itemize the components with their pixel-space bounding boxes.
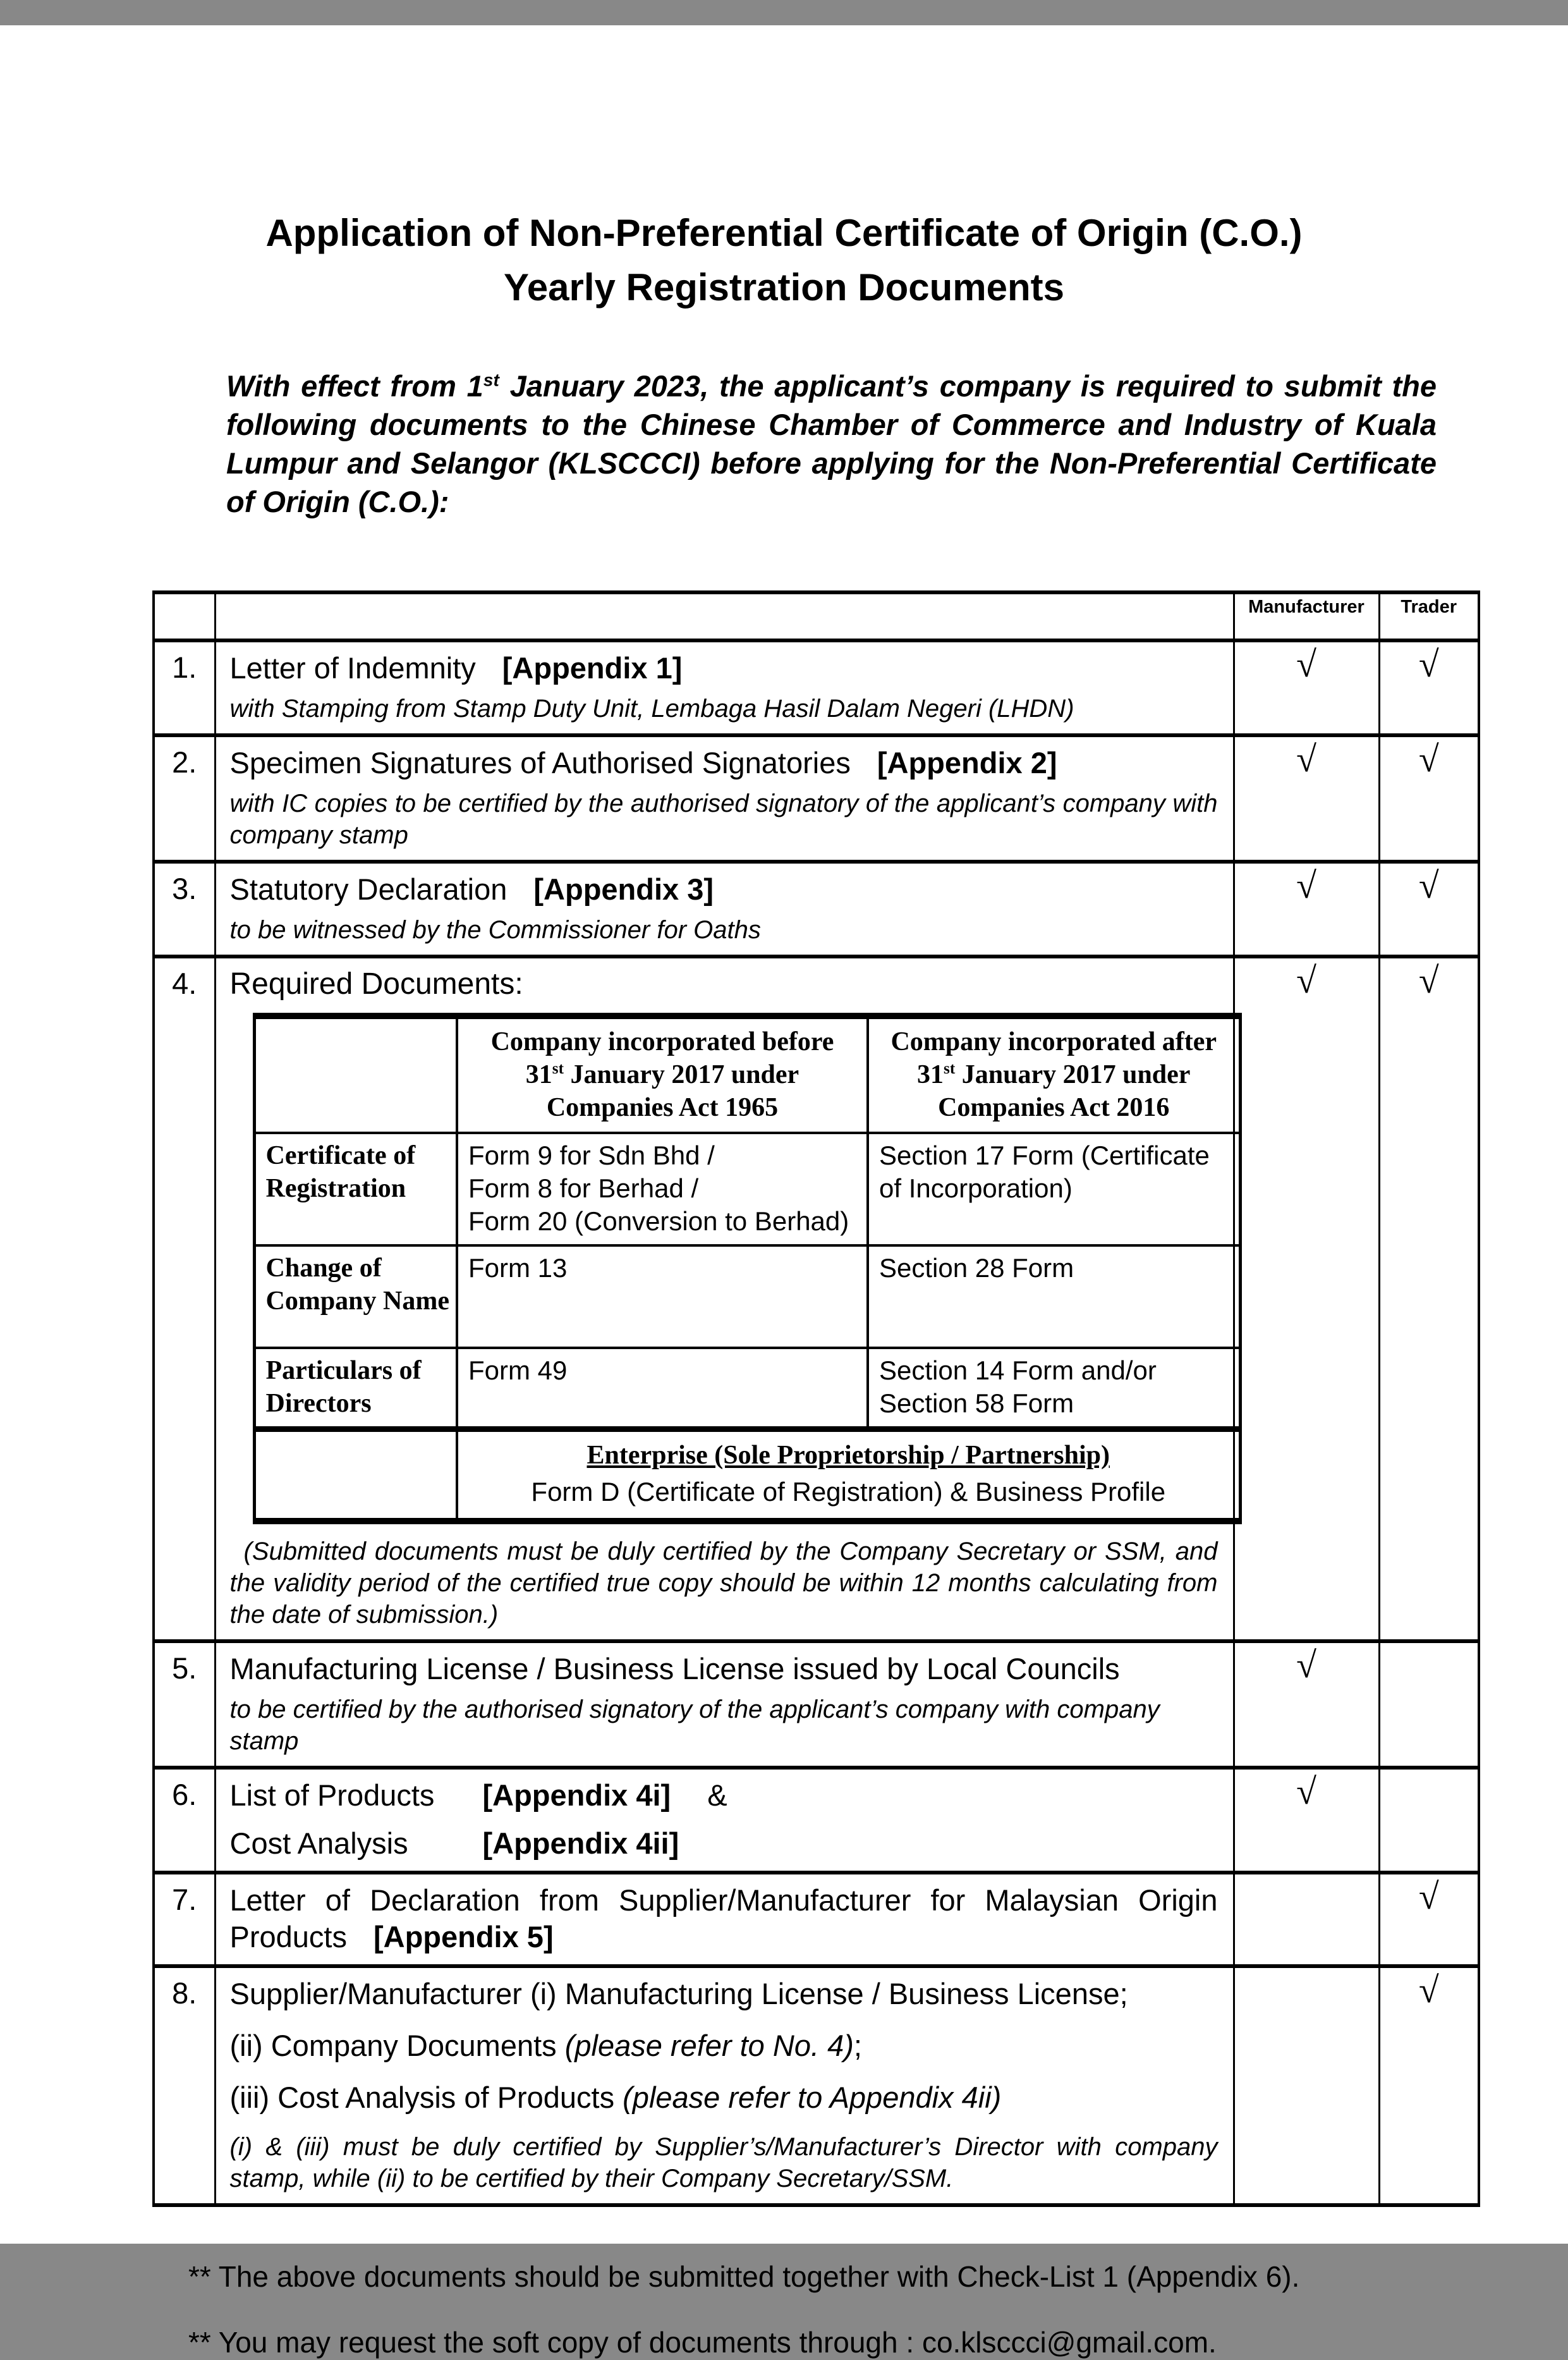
row6-ampersand: & (707, 1778, 727, 1813)
row6-manufacturer-check: √ (1296, 1771, 1316, 1813)
row4-trader-check: √ (1418, 960, 1439, 1001)
row3-trader-check: √ (1418, 865, 1439, 907)
inner-row-particulars-of-directors (254, 1348, 1240, 1429)
inner-header-after-line2 (874, 1058, 1234, 1091)
certificate-before-line3: Form 20 (Conversion to Berhad) (468, 1206, 849, 1237)
row6-line2-title: Cost Analysis (229, 1826, 408, 1861)
change-after-value: Section 28 Form (868, 1245, 1240, 1348)
page-title-line1: Application of Non-Preferential Certificate of Origin (C.O.) (265, 212, 1303, 255)
row8-line3 (230, 2079, 1218, 2116)
footer-note-1: ** The above documents should be submitted together with Check-List 1 (Appendix 6). (188, 2260, 1300, 2294)
row4-number: 4. (154, 957, 215, 1641)
inner-header-after-line3: Companies Act 2016 (938, 1093, 1170, 1123)
page-title (0, 25, 1568, 315)
intro-superscript-st: st (483, 369, 499, 390)
row6-line2 (230, 1825, 1218, 1862)
table-row-2 (154, 735, 1479, 862)
inner-header-before-line1: Company incorporated before (490, 1027, 834, 1057)
row4-trader-cell (1379, 957, 1479, 1641)
column-header-trader: Trader (1379, 592, 1479, 640)
row8-trader-check: √ (1418, 1969, 1439, 2011)
enterprise-empty-cell (254, 1429, 457, 1522)
row1-manufacturer-cell (1234, 640, 1379, 735)
row3-manufacturer-check: √ (1296, 865, 1316, 907)
row1-trader-cell (1379, 640, 1479, 735)
inner-row-enterprise (254, 1429, 1240, 1522)
inner-header-before-date: 31 (525, 1060, 552, 1090)
certificate-before-line2: Form 8 for Berhad / (468, 1173, 699, 1204)
inner-row-certificate (254, 1133, 1240, 1245)
inner-header-before-date-rest: January 2017 under (563, 1060, 799, 1090)
change-of-company-name-label: Change of Company Name (254, 1245, 457, 1348)
row7-description-cell (215, 1873, 1234, 1966)
row5-trader-cell (1379, 1641, 1479, 1768)
row2-appendix-ref: [Appendix 2] (877, 746, 1057, 780)
row2-trader-cell (1379, 735, 1479, 862)
row5-description-cell (215, 1641, 1234, 1768)
row5-note: to be certified by the authorised signatory of the applicant’s company with company stamp (229, 1696, 1160, 1756)
row4-manufacturer-cell (1234, 957, 1379, 1641)
documents-table (152, 590, 1480, 2207)
row1-description-cell (215, 640, 1234, 735)
row6-line1 (230, 1777, 1218, 1814)
row5-manufacturer-check: √ (1296, 1644, 1316, 1686)
certificate-after-value: Section 17 Form (Certificate of Incorporation) (868, 1133, 1240, 1245)
row7-trader-check: √ (1418, 1876, 1439, 1917)
row8-line1: Supplier/Manufacturer (i) Manufacturing License / Business License; (229, 1977, 1128, 2011)
certificate-before-value (457, 1133, 868, 1245)
inner-header-row (254, 1016, 1240, 1133)
inner-header-before-line3: Companies Act 1965 (546, 1093, 779, 1123)
required-documents-table (253, 1013, 1242, 1524)
enterprise-title: Enterprise (Sole Proprietorship / Partnership) (586, 1441, 1110, 1470)
row7-title-line (230, 1882, 1218, 1955)
row1-appendix-ref: [Appendix 1] (502, 651, 683, 685)
intro-paragraph (226, 367, 1437, 521)
table-row-3 (154, 862, 1479, 957)
directors-after-value: Section 14 Form and/or Section 58 Form (868, 1348, 1240, 1429)
row8-line3-refer: (please refer to Appendix 4ii) (623, 2081, 1002, 2115)
row6-number: 6. (154, 1768, 215, 1873)
change-before-value: Form 13 (457, 1245, 868, 1348)
certificate-of-registration-label: Certificate of Registration (254, 1133, 457, 1245)
row7-manufacturer-cell (1234, 1873, 1379, 1966)
inner-header-before-2017 (457, 1016, 868, 1133)
row2-note: with IC copies to be certified by the authorised signatory of the applicant’s company with company stamp (229, 790, 1218, 850)
row1-manufacturer-check: √ (1296, 644, 1316, 685)
row8-note: (i) & (iii) must be duly certified by Supplier’s/Manufacturer’s Director with company stamp, while (ii) to be certified by their Company Secretary/SSM. (229, 2133, 1218, 2193)
row2-manufacturer-check: √ (1296, 738, 1316, 780)
row2-description-cell (215, 735, 1234, 862)
table-row-1 (154, 640, 1479, 735)
row3-description-cell (215, 862, 1234, 957)
table-row-5 (154, 1641, 1479, 1768)
row1-title-line (230, 650, 1218, 687)
header-empty-number-cell (154, 592, 215, 640)
row4-description-cell (215, 957, 1234, 1641)
row3-note: to be witnessed by the Commissioner for Oaths (229, 916, 761, 945)
row2-trader-check: √ (1418, 738, 1439, 780)
row3-title-line (230, 871, 1218, 908)
table-row-4 (154, 957, 1479, 1641)
row5-number: 5. (154, 1641, 215, 1768)
row8-description-cell (215, 1966, 1234, 2205)
intro-text-start: With effect from 1 (226, 369, 483, 403)
intro-text-rest: January 2023, the applicant’s company is required to submit the following documents to the Chinese Chamber of Commerce and Industry of Kuala Lumpur and Selangor (KLSCCCI) before applying for the Non-Preferential Certificate of Origin (C.O.): (226, 369, 1437, 519)
row6-line1-title: List of Products (229, 1778, 435, 1813)
row8-number: 8. (154, 1966, 215, 2205)
row8-manufacturer-cell (1234, 1966, 1379, 2205)
row1-trader-check: √ (1418, 644, 1439, 685)
column-header-manufacturer: Manufacturer (1234, 592, 1379, 640)
row6-line1-appendix-ref: [Appendix 4i] (482, 1778, 671, 1813)
row8-line2-end: ; (853, 2029, 862, 2063)
row6-description-cell (215, 1768, 1234, 1873)
row6-manufacturer-cell (1234, 1768, 1379, 1873)
row2-number: 2. (154, 735, 215, 862)
enterprise-subtitle: Form D (Certificate of Registration) & Business Profile (531, 1477, 1166, 1507)
document-page (0, 25, 1568, 2359)
inner-header-before-line2 (463, 1058, 861, 1091)
row8-trader-cell (1379, 1966, 1479, 2205)
row4-note: (Submitted documents must be duly certified by the Company Secretary or SSM, and the validity period of the certified true copy should be within 12 months calculating from the date of submission.) (229, 1538, 1218, 1629)
inner-header-after-date-rest: January 2017 under (955, 1060, 1191, 1090)
inner-header-before-sup: st (552, 1060, 564, 1078)
inner-header-after-2017 (868, 1016, 1240, 1133)
inner-header-after-sup: st (944, 1060, 956, 1078)
inner-header-after-date: 31 (917, 1060, 944, 1090)
row2-title: Specimen Signatures of Authorised Signatories (229, 746, 851, 780)
table-row-7 (154, 1873, 1479, 1966)
row8-line2 (230, 2027, 1218, 2064)
certificate-before-line1: Form 9 for Sdn Bhd / (468, 1140, 715, 1171)
row6-trader-cell (1379, 1768, 1479, 1873)
row2-title-line (230, 745, 1218, 781)
row6-line2-appendix-ref: [Appendix 4ii] (482, 1826, 679, 1861)
table-row-6 (154, 1768, 1479, 1873)
particulars-of-directors-label: Particulars of Directors (254, 1348, 457, 1429)
row3-appendix-ref: [Appendix 3] (533, 872, 714, 907)
row7-appendix-ref: [Appendix 5] (373, 1920, 554, 1954)
directors-before-value: Form 49 (457, 1348, 868, 1429)
row8-line2-refer: (please refer to No. 4) (564, 2029, 854, 2063)
row5-manufacturer-cell (1234, 1641, 1379, 1768)
row3-manufacturer-cell (1234, 862, 1379, 957)
row1-title: Letter of Indemnity (229, 651, 476, 685)
footer-note-2: ** You may request the soft copy of documents through : co.klsccci@gmail.com. (188, 2326, 1217, 2359)
row4-title: Required Documents: (229, 967, 523, 1001)
inner-header-empty-cell (254, 1016, 457, 1133)
row8-line2-text: (ii) Company Documents (229, 2029, 565, 2063)
page-title-line2: Yearly Registration Documents (504, 266, 1064, 309)
row8-line3-text: (iii) Cost Analysis of Products (229, 2081, 623, 2115)
row4-manufacturer-check: √ (1296, 960, 1316, 1001)
table-row-8 (154, 1966, 1479, 2205)
row1-number: 1. (154, 640, 215, 735)
row7-trader-cell (1379, 1873, 1479, 1966)
table-header-row (154, 592, 1479, 640)
row3-number: 3. (154, 862, 215, 957)
row1-note: with Stamping from Stamp Duty Unit, Lembaga Hasil Dalam Negeri (LHDN) (229, 695, 1074, 723)
row7-title: Letter of Declaration from Supplier/Manufacturer for Malaysian Origin Products (229, 1883, 1218, 1954)
inner-row-change-of-name (254, 1245, 1240, 1348)
header-empty-description-cell (215, 592, 1234, 640)
row3-title: Statutory Declaration (229, 872, 507, 907)
row3-trader-cell (1379, 862, 1479, 957)
inner-header-after-line1: Company incorporated after (890, 1027, 1217, 1057)
row2-manufacturer-cell (1234, 735, 1379, 862)
enterprise-cell (457, 1429, 1240, 1522)
row5-title: Manufacturing License / Business License issued by Local Councils (229, 1652, 1120, 1686)
row7-number: 7. (154, 1873, 215, 1966)
